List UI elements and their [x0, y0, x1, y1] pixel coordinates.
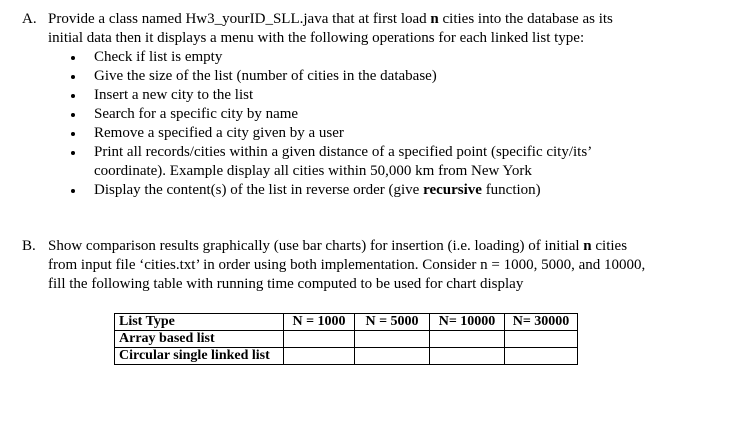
list-item-bold: recursive: [423, 182, 482, 198]
table-header-row: [115, 314, 578, 331]
section-a: [22, 10, 722, 200]
table-header-cell: N= 30000: [505, 314, 578, 331]
table-row: [115, 331, 578, 348]
list-item: [70, 67, 722, 86]
list-item-text: Give the size of the list (number of cities in the database): [94, 68, 437, 84]
table-row: [115, 348, 578, 365]
section-a-marker: A.: [22, 11, 37, 27]
table-cell: [284, 348, 355, 365]
table-cell: [284, 331, 355, 348]
section-b-text-1: Show comparison results graphically (use bar charts) for insertion (i.e. loading) of initial: [48, 238, 584, 254]
section-b-line-2: from input file ‘cities.txt’ in order using both implementation. Consider n = 1000, 5000, and 10000,: [48, 257, 646, 273]
table-cell: [430, 348, 505, 365]
list-item-text-end: function): [481, 182, 541, 198]
list-item: [70, 143, 722, 181]
section-b-line-3: fill the following table with running time computed to be used for chart display: [48, 276, 524, 292]
table-header-cell: List Type: [115, 314, 284, 331]
table-cell: [505, 331, 578, 348]
list-item-text: Remove a specified a city given by a user: [94, 125, 344, 141]
section-a-intro-line-2: initial data then it displays a menu with the following operations for each linked list type:: [48, 30, 585, 46]
table-cell: [505, 348, 578, 365]
list-item: [70, 181, 722, 200]
list-item-text: Search for a specific city by name: [94, 106, 299, 122]
list-item-text: Display the content(s) of the list in reverse order (give: [94, 182, 424, 198]
section-b-text-2: cities: [591, 238, 628, 254]
section-b: [22, 237, 722, 294]
list-item-text: Print all records/cities within a given distance of a specified point (specific city/its’: [94, 144, 593, 160]
table-row-label: Circular single linked list: [115, 348, 284, 365]
table-header-cell: N = 5000: [355, 314, 430, 331]
list-item-text-continued: coordinate). Example display all cities within 50,000 km from New York: [94, 163, 532, 179]
operations-list: [22, 48, 722, 200]
section-b-line-1: [22, 237, 722, 256]
table-cell: [430, 331, 505, 348]
table-cell: [355, 348, 430, 365]
list-item: [70, 48, 722, 67]
intro-text-2: cities into the database as its: [438, 11, 613, 27]
table-cell: [355, 331, 430, 348]
running-time-table: [114, 313, 578, 365]
intro-bold-n: n: [430, 11, 439, 27]
table-row-label: Array based list: [115, 331, 284, 348]
table-header-cell: N = 1000: [284, 314, 355, 331]
section-b-bold-n: n: [583, 238, 592, 254]
list-item: [70, 124, 722, 143]
table-header-cell: N= 10000: [430, 314, 505, 331]
list-item: [70, 86, 722, 105]
list-item: [70, 105, 722, 124]
section-b-marker: B.: [22, 238, 36, 254]
intro-text-1: Provide a class named Hw3_yourID_SLL.java that at first load: [48, 11, 431, 27]
section-a-intro-line-1: [22, 10, 722, 29]
list-item-text: Check if list is empty: [94, 49, 223, 65]
list-item-text: Insert a new city to the list: [94, 87, 254, 103]
